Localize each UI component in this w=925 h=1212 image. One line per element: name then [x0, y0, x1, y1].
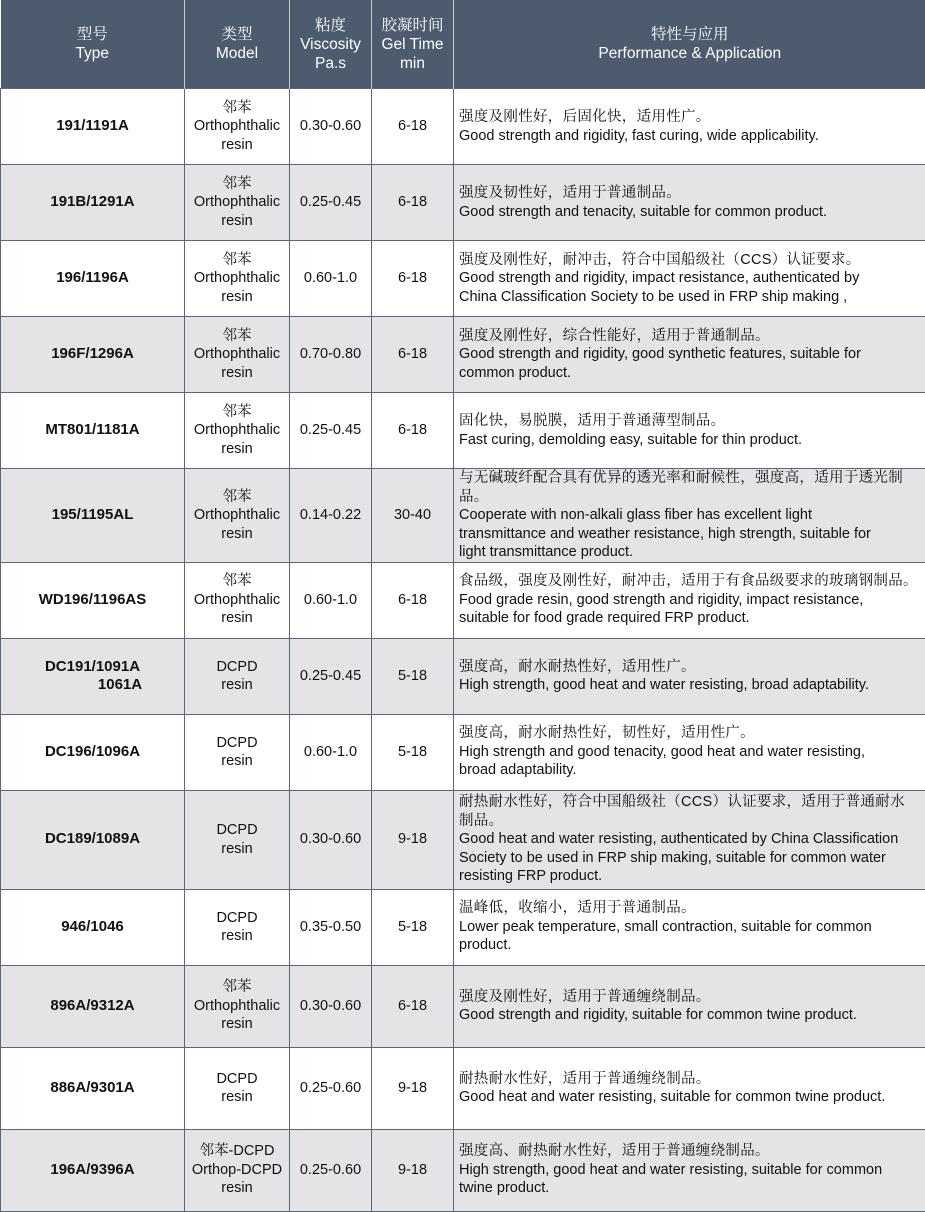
model-label: Orthophthalic: [185, 506, 289, 525]
type-label: 886A/9301A: [50, 1079, 134, 1096]
table-row: [1, 317, 925, 393]
type-label: 191/1191A: [56, 117, 129, 134]
table-row: [1, 165, 925, 241]
viscosity-cell: 0.60-1.0: [290, 714, 372, 790]
model-label: resin: [185, 525, 289, 544]
model-cell: [185, 1129, 290, 1211]
performance-en: High strength and good tenacity, good heat and water resisting,: [459, 743, 922, 762]
gel-time-cell: 5-18: [372, 714, 454, 790]
performance-en: resisting FRP product.: [459, 867, 922, 886]
type-cell: [1, 1047, 185, 1129]
gel-time-cell: 6-18: [372, 562, 454, 638]
header-model-cn: 类型: [187, 25, 287, 44]
performance-en: common product.: [459, 364, 922, 383]
type-label: 191B/1291A: [50, 193, 134, 210]
gel-time-cell: 6-18: [372, 89, 454, 165]
model-label: 邻苯: [185, 572, 289, 591]
type-label: WD196/1196AS: [39, 591, 147, 608]
performance-cn: 强度高，耐水耐热性好，适用性广。: [459, 658, 922, 677]
gel-time-cell: 6-18: [372, 393, 454, 469]
performance-en: High strength, good heat and water resisting, suitable for common: [459, 1161, 922, 1180]
type-cell: [1, 889, 185, 965]
performance-cell: [454, 1047, 925, 1129]
header-gel-unit: min: [374, 54, 451, 73]
model-label: resin: [185, 288, 289, 307]
header-viscosity: [290, 0, 372, 89]
type-cell: [1, 562, 185, 638]
table-row: [1, 393, 925, 469]
viscosity-cell: 0.30-0.60: [290, 89, 372, 165]
performance-en: Good strength and rigidity, suitable for common twine product.: [459, 1006, 922, 1025]
model-label: resin: [185, 1179, 289, 1198]
performance-en: Lower peak temperature, small contraction, suitable for common: [459, 918, 922, 937]
performance-cell: [454, 889, 925, 965]
type-cell: [1, 317, 185, 393]
model-label: DCPD: [185, 821, 289, 840]
performance-cell: [454, 317, 925, 393]
model-label: 邻苯: [185, 251, 289, 270]
table-body: [1, 89, 925, 1212]
model-label: Orthophthalic: [185, 997, 289, 1016]
type-cell: [1, 638, 185, 714]
performance-cell: [454, 790, 925, 889]
model-label: resin: [185, 364, 289, 383]
performance-cn: 强度及刚性好，后固化快，适用性广。: [459, 108, 922, 127]
model-label: resin: [185, 840, 289, 859]
viscosity-cell: 0.30-0.60: [290, 790, 372, 889]
header-gel-en: Gel Time: [374, 35, 451, 54]
model-label: resin: [185, 927, 289, 946]
model-label: Orthophthalic: [185, 117, 289, 136]
performance-cell: [454, 241, 925, 317]
viscosity-cell: 0.35-0.50: [290, 889, 372, 965]
model-label: resin: [185, 440, 289, 459]
model-label: 邻苯: [185, 175, 289, 194]
table-row: [1, 1129, 925, 1211]
table-row: [1, 1047, 925, 1129]
header-visc-cn: 粘度: [292, 16, 369, 35]
table-row: [1, 714, 925, 790]
performance-cn: 强度高、耐热耐水性好，适用于普通缠绕制品。: [459, 1142, 922, 1161]
model-label: Orthophthalic: [185, 591, 289, 610]
header-type-en: Type: [3, 44, 183, 63]
table-row: [1, 889, 925, 965]
model-label: Orthophthalic: [185, 269, 289, 288]
model-cell: [185, 714, 290, 790]
performance-en: twine product.: [459, 1179, 922, 1198]
model-label: Orthophthalic: [185, 193, 289, 212]
performance-en: China Classification Society to be used in FRP ship making ,: [459, 288, 922, 307]
type-label: 196F/1296A: [51, 345, 134, 362]
performance-cn: 耐热耐水性好，符合中国船级社（CCS）认证要求，适用于普通耐水: [459, 793, 922, 812]
performance-cn: 强度及刚性好，耐冲击，符合中国船级社（CCS）认证要求。: [459, 251, 922, 270]
model-cell: [185, 965, 290, 1047]
viscosity-cell: 0.60-1.0: [290, 241, 372, 317]
model-label: DCPD: [185, 909, 289, 928]
performance-en: Cooperate with non-alkali glass fiber has excellent light: [459, 506, 922, 525]
performance-cell: [454, 965, 925, 1047]
type-label: 196/1196A: [56, 269, 129, 286]
type-label: MT801/1181A: [45, 421, 139, 438]
model-label: 邻苯: [185, 327, 289, 346]
model-cell: [185, 165, 290, 241]
performance-cell: [454, 165, 925, 241]
viscosity-cell: 0.25-0.60: [290, 1047, 372, 1129]
model-label: Orthophthalic: [185, 345, 289, 364]
viscosity-cell: 0.30-0.60: [290, 965, 372, 1047]
model-cell: [185, 317, 290, 393]
gel-time-cell: 6-18: [372, 165, 454, 241]
type-label: 195/1195AL: [52, 506, 134, 523]
model-label: 邻苯: [185, 488, 289, 507]
performance-cn: 强度及刚性好，适用于普通缠绕制品。: [459, 988, 922, 1007]
table-row: [1, 562, 925, 638]
performance-en: broad adaptability.: [459, 761, 922, 780]
model-label: resin: [185, 609, 289, 628]
performance-en: Good strength and rigidity, impact resistance, authenticated by: [459, 269, 922, 288]
performance-cn: 食品级，强度及刚性好，耐冲击，适用于有食品级要求的玻璃钢制品。: [459, 572, 922, 591]
performance-cell: [454, 714, 925, 790]
header-gel-cn: 胶凝时间: [374, 16, 451, 35]
table-row: [1, 790, 925, 889]
type-label: 896A/9312A: [50, 997, 134, 1014]
type-cell: [1, 165, 185, 241]
performance-cell: [454, 562, 925, 638]
viscosity-cell: 0.25-0.45: [290, 393, 372, 469]
viscosity-cell: 0.60-1.0: [290, 562, 372, 638]
model-cell: [185, 469, 290, 563]
model-label: 邻苯-DCPD: [185, 1142, 289, 1161]
header-model-en: Model: [187, 44, 287, 63]
table-row: [1, 241, 925, 317]
performance-en: suitable for food grade required FRP product.: [459, 609, 922, 628]
model-label: resin: [185, 1088, 289, 1107]
gel-time-cell: 9-18: [372, 1129, 454, 1211]
model-label: 邻苯: [185, 978, 289, 997]
performance-en: Good strength and rigidity, good synthetic features, suitable for: [459, 345, 922, 364]
performance-cell: [454, 89, 925, 165]
model-label: DCPD: [185, 734, 289, 753]
header-type-cn: 型号: [3, 25, 183, 44]
model-label: DCPD: [185, 1070, 289, 1089]
gel-time-cell: 6-18: [372, 317, 454, 393]
model-label: resin: [185, 212, 289, 231]
model-cell: [185, 562, 290, 638]
gel-time-cell: 30-40: [372, 469, 454, 563]
model-cell: [185, 790, 290, 889]
model-cell: [185, 393, 290, 469]
gel-time-cell: 6-18: [372, 965, 454, 1047]
performance-en: Good heat and water resisting, suitable for common twine product.: [459, 1088, 922, 1107]
model-cell: [185, 889, 290, 965]
performance-en: transmittance and weather resistance, high strength, suitable for: [459, 525, 922, 544]
model-label: resin: [185, 1015, 289, 1034]
performance-cell: [454, 638, 925, 714]
model-label: Orthop-DCPD: [185, 1161, 289, 1180]
performance-en: Good strength and rigidity, fast curing, wide applicability.: [459, 127, 922, 146]
model-label: resin: [185, 676, 289, 695]
performance-en: Fast curing, demolding easy, suitable for thin product.: [459, 431, 922, 450]
type-label: DC196/1096A: [45, 743, 140, 760]
model-label: resin: [185, 136, 289, 155]
performance-cell: [454, 469, 925, 563]
header-perf-en: Performance & Application: [456, 44, 924, 63]
performance-cell: [454, 1129, 925, 1211]
type-cell: [1, 469, 185, 563]
table-row: [1, 965, 925, 1047]
viscosity-cell: 0.25-0.45: [290, 638, 372, 714]
performance-cn: 温峰低，收缩小，适用于普通制品。: [459, 899, 922, 918]
performance-cn: 与无碱玻纤配合具有优异的透光率和耐候性，强度高，适用于透光制品。: [459, 469, 922, 506]
type-label: 1061A: [1, 676, 184, 695]
type-label: DC191/1091A: [45, 658, 140, 675]
viscosity-cell: 0.25-0.60: [290, 1129, 372, 1211]
model-label: Orthophthalic: [185, 421, 289, 440]
performance-en: light transmittance product.: [459, 543, 922, 562]
model-cell: [185, 638, 290, 714]
type-cell: [1, 89, 185, 165]
performance-en: Good strength and tenacity, suitable for common product.: [459, 203, 922, 222]
model-label: resin: [185, 752, 289, 771]
table-row: [1, 469, 925, 563]
model-cell: [185, 89, 290, 165]
table-header: [1, 0, 925, 89]
type-label: 946/1046: [61, 918, 124, 935]
viscosity-cell: 0.14-0.22: [290, 469, 372, 563]
type-cell: [1, 790, 185, 889]
table-row: [1, 89, 925, 165]
type-cell: [1, 241, 185, 317]
gel-time-cell: 5-18: [372, 889, 454, 965]
type-label: DC189/1089A: [45, 830, 140, 847]
viscosity-cell: 0.70-0.80: [290, 317, 372, 393]
performance-cn: 固化快，易脱膜，适用于普通薄型制品。: [459, 412, 922, 431]
performance-cn: 强度及刚性好，综合性能好，适用于普通制品。: [459, 327, 922, 346]
header-visc-en: Viscosity: [292, 35, 369, 54]
viscosity-cell: 0.25-0.45: [290, 165, 372, 241]
model-cell: [185, 241, 290, 317]
header-performance: [454, 0, 925, 89]
performance-en: High strength, good heat and water resisting, broad adaptability.: [459, 676, 922, 695]
performance-cell: [454, 393, 925, 469]
performance-en: product.: [459, 936, 922, 955]
type-cell: [1, 1129, 185, 1211]
performance-cn: 强度及韧性好，适用于普通制品。: [459, 184, 922, 203]
model-label: DCPD: [185, 658, 289, 677]
gel-time-cell: 9-18: [372, 1047, 454, 1129]
performance-en: Society to be used in FRP ship making, suitable for common water: [459, 849, 922, 868]
type-label: 196A/9396A: [50, 1161, 134, 1178]
gel-time-cell: 6-18: [372, 241, 454, 317]
header-visc-unit: Pa.s: [292, 54, 369, 73]
performance-cn: 制品。: [459, 812, 922, 831]
performance-cn: 强度高，耐水耐热性好，韧性好，适用性广。: [459, 724, 922, 743]
gel-time-cell: 5-18: [372, 638, 454, 714]
model-label: 邻苯: [185, 99, 289, 118]
performance-en: Food grade resin, good strength and rigidity, impact resistance,: [459, 591, 922, 610]
header-perf-cn: 特性与应用: [456, 25, 924, 44]
model-label: 邻苯: [185, 403, 289, 422]
model-cell: [185, 1047, 290, 1129]
type-cell: [1, 393, 185, 469]
type-cell: [1, 965, 185, 1047]
gel-time-cell: 9-18: [372, 790, 454, 889]
header-gel-time: [372, 0, 454, 89]
performance-en: Good heat and water resisting, authenticated by China Classification: [459, 830, 922, 849]
performance-cn: 耐热耐水性好，适用于普通缠绕制品。: [459, 1070, 922, 1089]
header-type: [1, 0, 185, 89]
type-cell: [1, 714, 185, 790]
table-row: [1, 638, 925, 714]
header-model: [185, 0, 290, 89]
